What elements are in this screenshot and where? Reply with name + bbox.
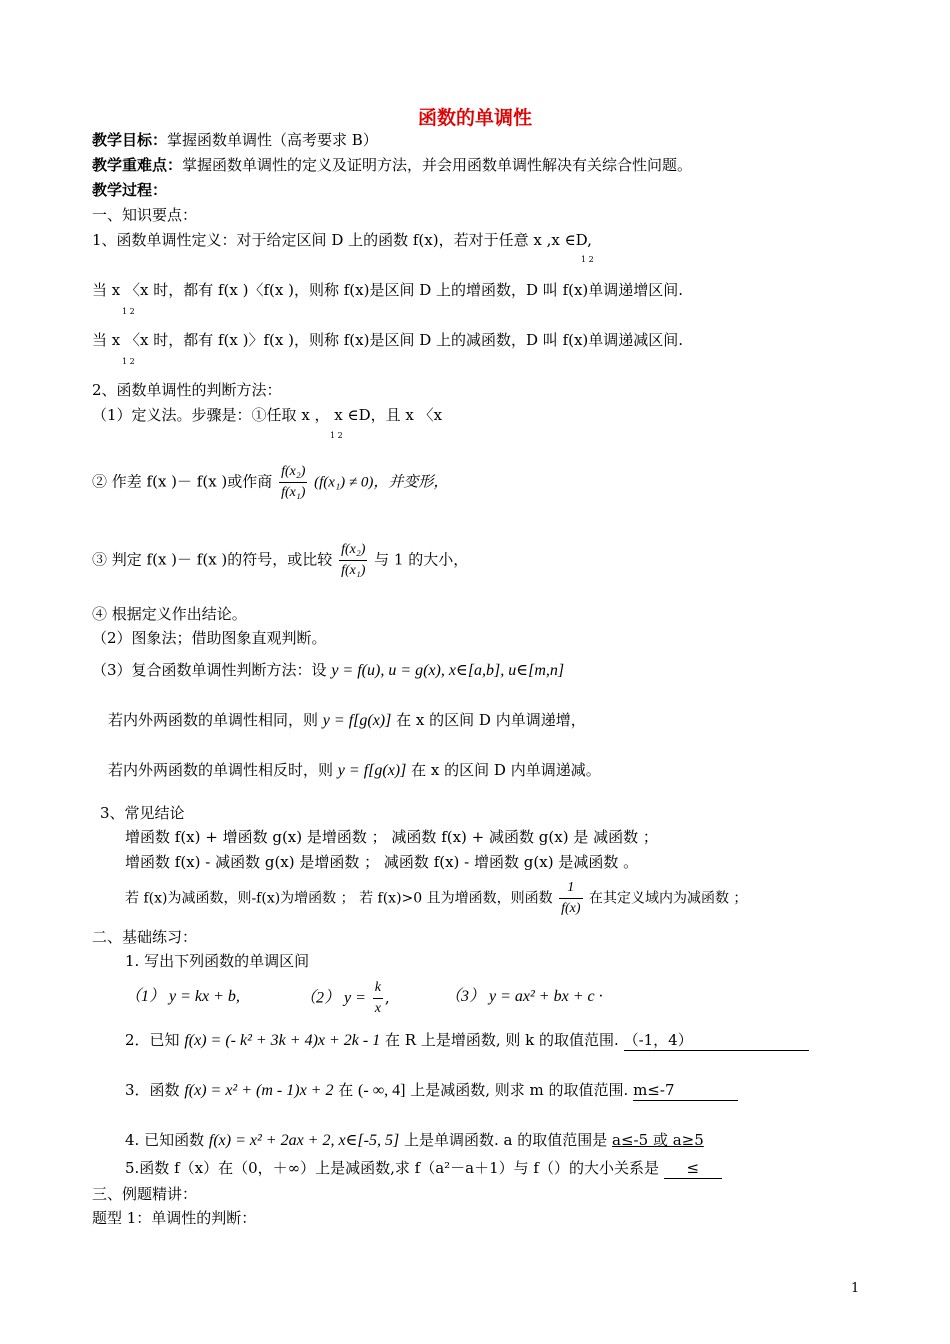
exercise-3-answer: m≤-7	[633, 1080, 738, 1101]
exercise-4-text: 上是单调函数.	[403, 1131, 499, 1149]
step-judge-text: ③ 判定 f(x )－ f(x )的符号，或比较	[92, 550, 333, 569]
step-conclusion: ④ 根据定义作出结论。	[92, 605, 247, 623]
page-number: 1	[851, 1281, 860, 1296]
opposite-monotonicity	[108, 760, 601, 781]
exercise-2	[125, 1030, 809, 1051]
exercise-5	[125, 1158, 722, 1179]
exercise-3	[125, 1080, 738, 1101]
exercise-1b-fraction	[373, 978, 383, 1019]
compare-fraction	[339, 540, 367, 581]
exercise-1b: （2） y = $\frac{k}{x}$ ,	[300, 978, 390, 1019]
quotient-fraction	[279, 462, 307, 503]
goal-label: 教学目标：	[92, 131, 168, 149]
composite-method	[92, 660, 564, 681]
exercise-5-answer: ≤	[664, 1158, 722, 1179]
conclusion-line-1: 增函数 f(x) + 增函数 g(x) 是增函数 ； 减函数 f(x) + 减函数 g(x) 是 减函数 ；	[125, 828, 658, 846]
composite-formula: y = f(u), u = g(x), x∈[a,b], u∈[m,n]	[331, 662, 565, 679]
question-type-1: 题型 1：单调性的判断：	[92, 1209, 257, 1227]
exercise-3-at: 在	[338, 1081, 354, 1099]
exercise-2-label: 2．已知	[125, 1031, 180, 1049]
exercise-3-formula: f(x) = x² + (m - 1)x + 2	[184, 1082, 334, 1099]
goal-text: 掌握函数单调性（高考要求 B）	[167, 131, 378, 149]
exercise-2-text: 在 R 上是增函数, 则 k 的取值范围.	[385, 1031, 619, 1049]
definition-method: （1）定义法。步骤是：①任取 x ， x ∈D，且 x 〈x	[92, 406, 443, 424]
methods-heading: 2、函数单调性的判断方法：	[92, 381, 282, 399]
opposite-monotonicity-text: 若内外两函数的单调性相反时，则	[108, 761, 334, 779]
exercise-1a-formula: （1） y = kx + b,	[125, 988, 240, 1005]
reciprocal-numerator: 1	[559, 878, 582, 899]
compare-numerator: f(x₂)	[339, 540, 367, 561]
conclusion-line-2: 增函数 f(x) - 减函数 g(x) 是增函数 ； 减函数 f(x) - 增函数 g(x) 是减函数 。	[125, 853, 639, 871]
definition-line: 1、函数单调性定义：对于给定区间 D 上的函数 f(x)，若对于任意 x ,x ∈D,	[92, 231, 592, 249]
decreasing-subscripts: 1 2	[122, 357, 135, 366]
step-judge-tail: 与 1 的大小，	[374, 550, 469, 569]
exercise-1: 1. 写出下列函数的单调区间	[125, 952, 310, 970]
conclusion-line-3-tail: 在其定义域内为减函数 ；	[588, 890, 748, 907]
teaching-keypoints	[92, 155, 692, 175]
compare-denominator: f(x₁)	[341, 563, 366, 578]
exercise-4	[125, 1130, 704, 1151]
exercise-3-interval: (- ∞, 4]	[358, 1082, 406, 1099]
exercise-4-formula: f(x) = x² + 2ax + 2, x∈[-5, 5]	[208, 1132, 400, 1149]
exercise-1b-numerator: k	[373, 978, 383, 999]
increasing-subscripts: 1 2	[122, 307, 135, 316]
page-title: 函数的单调性	[417, 107, 532, 129]
same-formula: y = f[g(x)]	[322, 712, 392, 729]
exercise-2-answer: （-1，4）	[624, 1030, 809, 1051]
quotient-denominator: f(x₁)	[281, 485, 306, 500]
decreasing-definition: 当 x 〈x 时，都有 f(x )〉f(x )，则称 f(x)是区间 D 上的减函数，D 叫 f(x)单调递减区间.	[92, 331, 684, 349]
exercise-3-label: 3．函数	[125, 1081, 180, 1099]
teaching-goal	[92, 130, 378, 150]
same-monotonicity-tail: 在 x 的区间 D 内单调递增，	[396, 711, 586, 729]
reciprocal-fraction	[559, 878, 582, 919]
conclusion-line-3-text: 若 f(x)为减函数，则-f(x)为增函数 ； 若 f(x)>0 且为增函数，则函数	[125, 890, 553, 907]
conclusion-line-3	[125, 878, 747, 919]
step-difference	[92, 462, 448, 503]
opposite-formula: y = f[g(x)]	[337, 762, 407, 779]
exercise-5-text: 5.函数 f（x）在（0，＋∞）上是减函数,求 f（a²－a＋1）与 f（）的大小关系是	[125, 1159, 659, 1177]
method-subscripts: 1 2	[330, 431, 343, 440]
section-2-heading: 二、基础练习：	[92, 928, 198, 946]
exercise-3-text: 上是减函数, 则求 m 的取值范围.	[410, 1081, 629, 1099]
exercise-4-answer: a≤-5 或 a≥5	[612, 1131, 704, 1149]
graph-method: （2）图象法；借助图象直观判断。	[92, 629, 327, 647]
section-3-heading: 三、例题精讲：	[92, 1185, 198, 1203]
definition-subscripts: 1 2	[581, 255, 594, 264]
step-judge	[92, 540, 468, 581]
exercise-4-label: 4. 已知函数	[125, 1131, 205, 1149]
exercise-1c	[445, 986, 603, 1007]
quotient-numerator: f(x₂)	[279, 462, 307, 483]
section-1-heading: 一、知识要点：	[92, 206, 198, 224]
exercise-1a	[125, 986, 240, 1007]
exercise-1b-denominator: x	[374, 1001, 381, 1016]
same-monotonicity	[108, 710, 586, 731]
step-difference-text: ② 作差 f(x )－ f(x )或作商	[92, 472, 273, 491]
composite-method-text: （3）复合函数单调性判断方法：设	[92, 661, 327, 679]
keypoint-label: 教学重难点：	[92, 156, 183, 174]
exercise-1c-formula: （3） y = ax² + bx + c ·	[445, 988, 603, 1005]
keypoint-text: 掌握函数单调性的定义及证明方法，并会用函数单调性解决有关综合性问题。	[182, 156, 693, 174]
increasing-definition: 当 x 〈x 时，都有 f(x )〈f(x )，则称 f(x)是区间 D 上的增函数，D 叫 f(x)单调递增区间.	[92, 281, 684, 299]
step-difference-condition: (f(x₁) ≠ 0)，并变形，	[314, 474, 449, 491]
process-label: 教学过程：	[92, 181, 168, 199]
exercise-4-range-label: a 的取值范围是	[503, 1131, 608, 1149]
common-conclusions-heading: 3、常见结论	[100, 804, 185, 822]
same-monotonicity-text: 若内外两函数的单调性相同，则	[108, 711, 319, 729]
opposite-monotonicity-tail: 在 x 的区间 D 内单调递减。	[411, 761, 601, 779]
exercise-1b-formula: （2） y =	[300, 989, 366, 1007]
reciprocal-denominator: f(x)	[561, 901, 581, 916]
exercise-2-formula: f(x) = (- k² + 3k + 4)x + 2k - 1	[184, 1032, 381, 1049]
